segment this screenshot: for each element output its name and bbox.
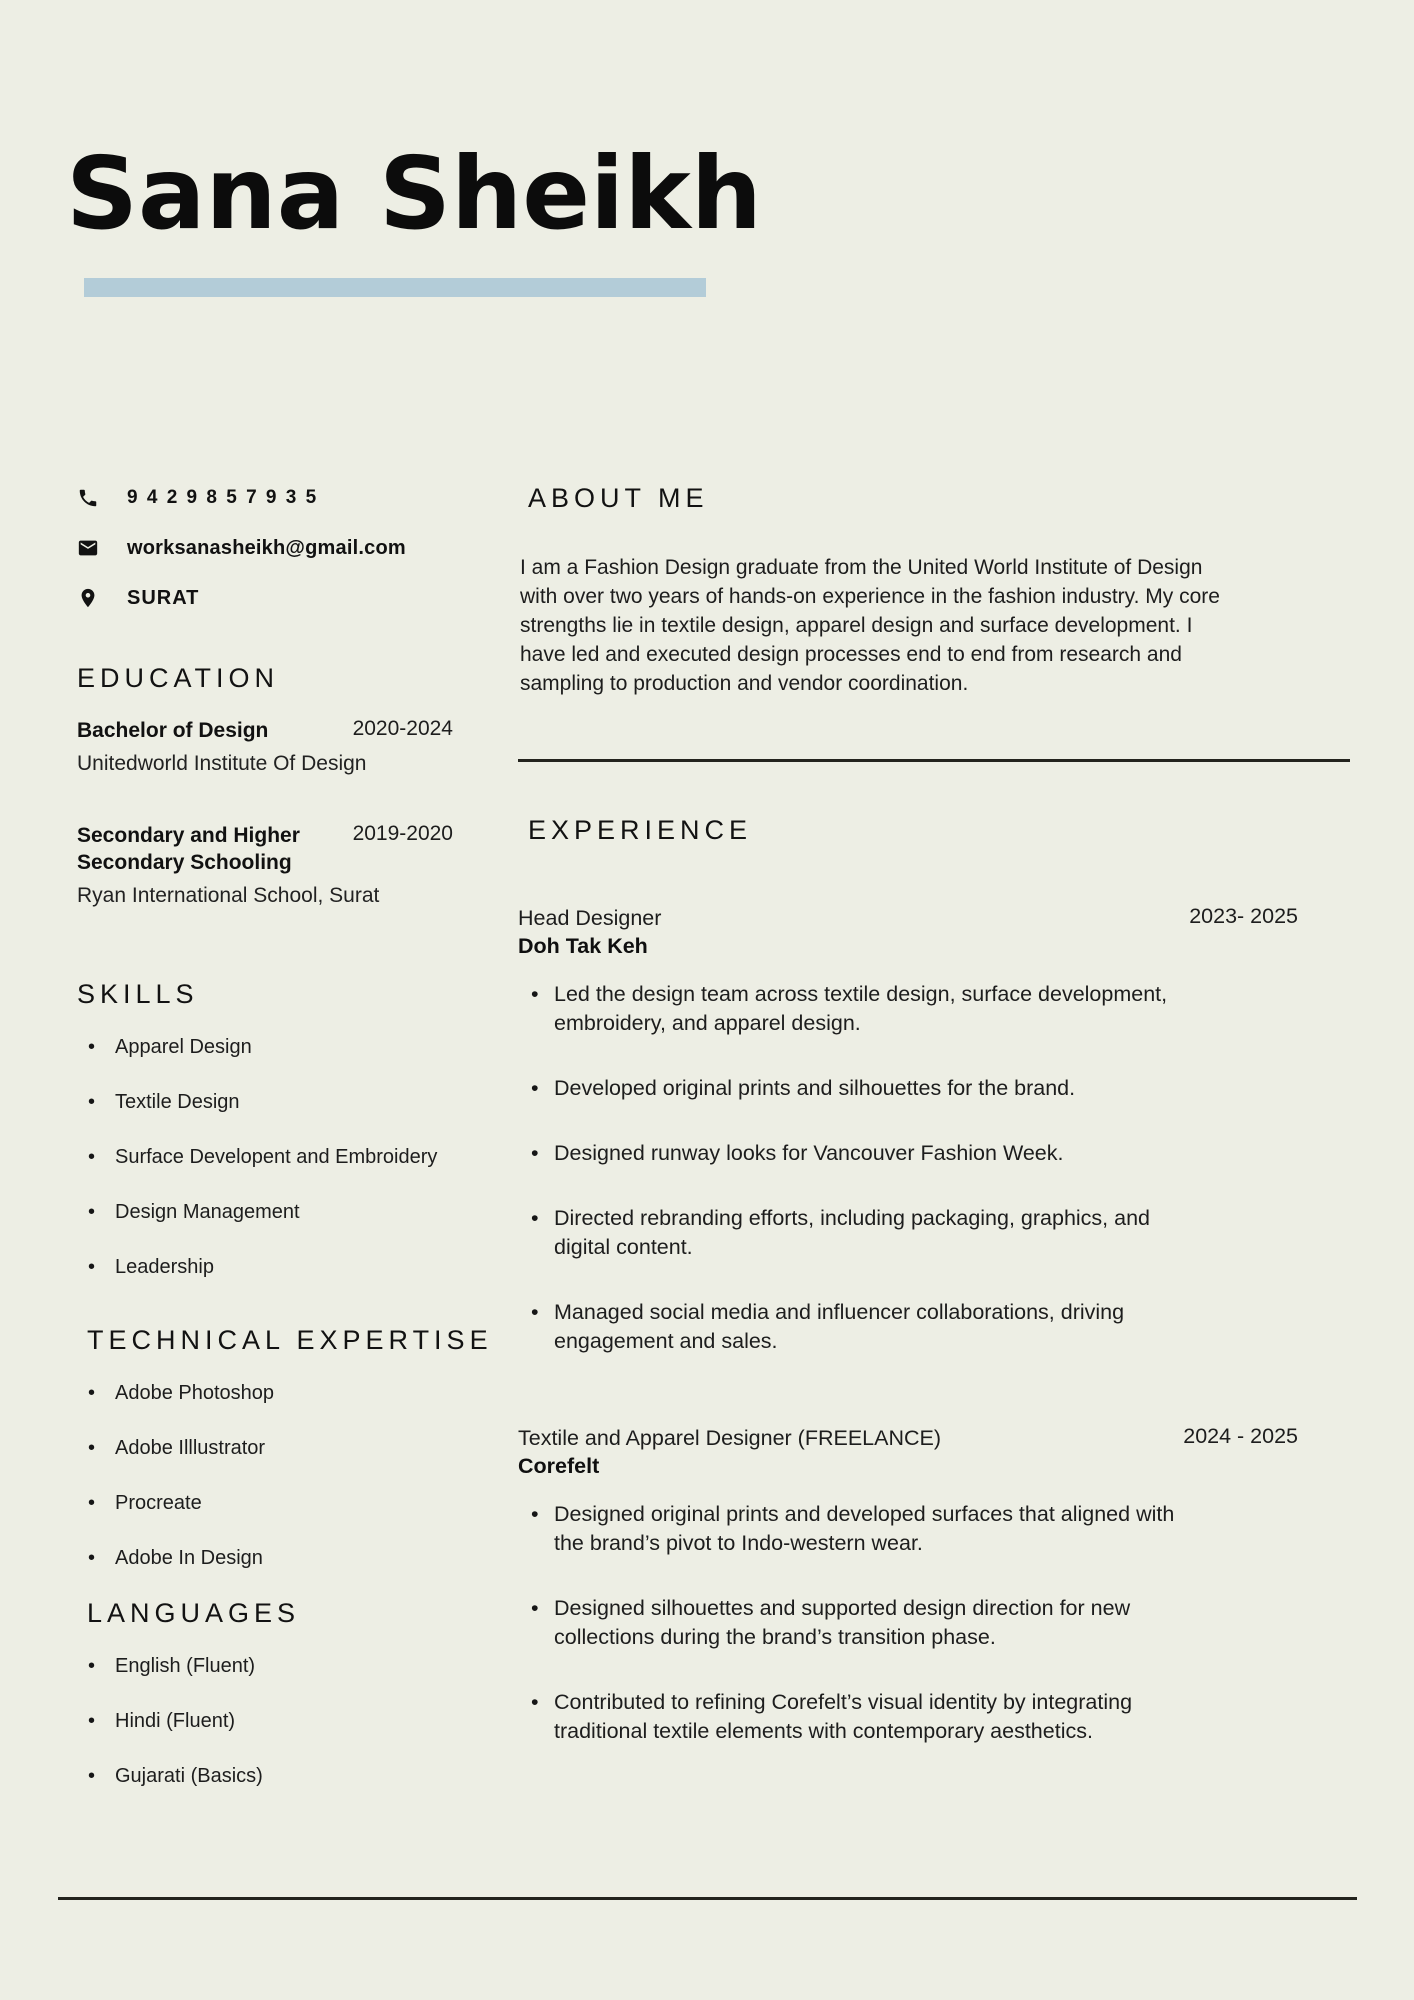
education-item: [77, 822, 453, 909]
job-header: [518, 904, 1350, 960]
job-bullet: • Developed original prints and silhouettes for the brand.: [518, 1074, 1203, 1103]
technical-item: • Procreate: [77, 1490, 453, 1516]
skills-heading: SKILLS: [77, 979, 199, 1009]
contact-email-row: [77, 535, 453, 561]
technical-item: • Adobe Photoshop: [77, 1380, 453, 1406]
person-name: Sana Sheikh: [66, 135, 762, 252]
languages-heading: LANGUAGES: [87, 1598, 301, 1628]
job-dates: 2024 - 2025: [1183, 1424, 1298, 1448]
job-company: Corefelt: [518, 1454, 600, 1478]
about-me-heading: ABOUT ME: [528, 483, 709, 513]
job-bullet: • Designed silhouettes and supported design direction for new collections during the brand’s transition phase.: [518, 1594, 1203, 1652]
job-dates: 2023- 2025: [1189, 904, 1298, 928]
job-bullet: • Directed rebranding efforts, including packaging, graphics, and digital content.: [518, 1204, 1203, 1262]
education-item: [77, 717, 453, 777]
location-pin-icon: [77, 587, 99, 609]
skill-item: • Surface Developent and Embroidery: [77, 1144, 453, 1170]
school-name: Ryan International School, Surat: [77, 884, 380, 907]
header: [0, 135, 1414, 297]
right-column: [518, 485, 1350, 1818]
skills-list: [77, 1034, 453, 1280]
job-bullet: • Managed social media and influencer collaborations, driving engagement and sales.: [518, 1298, 1203, 1356]
language-item: • Gujarati (Basics): [77, 1763, 453, 1789]
experience-job: [518, 1424, 1350, 1746]
left-column: [77, 485, 493, 1818]
accent-bar: [84, 278, 706, 297]
language-item: • Hindi (Fluent): [77, 1708, 453, 1734]
skill-item: • Apparel Design: [77, 1034, 453, 1060]
section-divider: [518, 759, 1350, 762]
education-item-header: [77, 717, 453, 744]
technical-item: • Adobe Illlustrator: [77, 1435, 453, 1461]
about-me-text: I am a Fashion Design graduate from the United World Institute of Design with over two years of hands-on experience in the fashion industry. My core strengths lie in textile design, apparel design and surface development. I have led and executed design processes end to end from research and sampling to production and vendor coordination.: [520, 556, 1220, 695]
languages-list: [77, 1653, 453, 1789]
education-dates: 2020-2024: [352, 717, 453, 740]
job-bullet: • Designed original prints and developed surfaces that aligned with the brand’s pivot to Indo-western wear.: [518, 1500, 1203, 1558]
technical-list: [77, 1380, 453, 1571]
skill-item: • Leadership: [77, 1254, 453, 1280]
education-heading: EDUCATION: [77, 663, 280, 693]
job-header: [518, 1424, 1350, 1480]
degree-name: Bachelor of Design: [77, 719, 269, 742]
skill-item: • Textile Design: [77, 1089, 453, 1115]
technical-expertise-heading: TECHNICAL EXPERTISE: [87, 1325, 493, 1355]
job-title: Textile and Apparel Designer (FREELANCE): [518, 1426, 942, 1450]
technical-item: • Adobe In Design: [77, 1545, 453, 1571]
email-icon: [77, 537, 99, 559]
contact-phone-row: [77, 485, 453, 511]
job-company: Doh Tak Keh: [518, 934, 648, 958]
education-item-header: [77, 822, 453, 876]
experience-heading: EXPERIENCE: [528, 815, 753, 845]
school-name: Unitedworld Institute Of Design: [77, 752, 367, 775]
experience-job: [518, 904, 1350, 1356]
contact-section: [77, 485, 453, 611]
phone-icon: [77, 487, 99, 509]
bottom-divider: [58, 1897, 1357, 1900]
main-columns: [0, 485, 1414, 1818]
phone-number: 9 4 2 9 8 5 7 9 3 5: [127, 487, 319, 508]
email-address: worksanasheikh@gmail.com: [127, 536, 406, 559]
location-text: SURAT: [127, 586, 200, 609]
job-bullet-list: [518, 1500, 1350, 1746]
job-title: Head Designer: [518, 906, 662, 930]
job-bullet: • Contributed to refining Corefelt’s visual identity by integrating traditional textile elements with contemporary aesthetics.: [518, 1688, 1203, 1746]
job-bullet-list: [518, 980, 1350, 1356]
education-dates: 2019-2020: [352, 822, 453, 845]
job-bullet: • Designed runway looks for Vancouver Fashion Week.: [518, 1139, 1203, 1168]
skill-item: • Design Management: [77, 1199, 453, 1225]
job-bullet: • Led the design team across textile design, surface development, embroidery, and apparel design.: [518, 980, 1203, 1038]
contact-location-row: [77, 585, 453, 611]
degree-name: Secondary and Higher Secondary Schooling: [77, 824, 300, 874]
language-item: • English (Fluent): [77, 1653, 453, 1679]
